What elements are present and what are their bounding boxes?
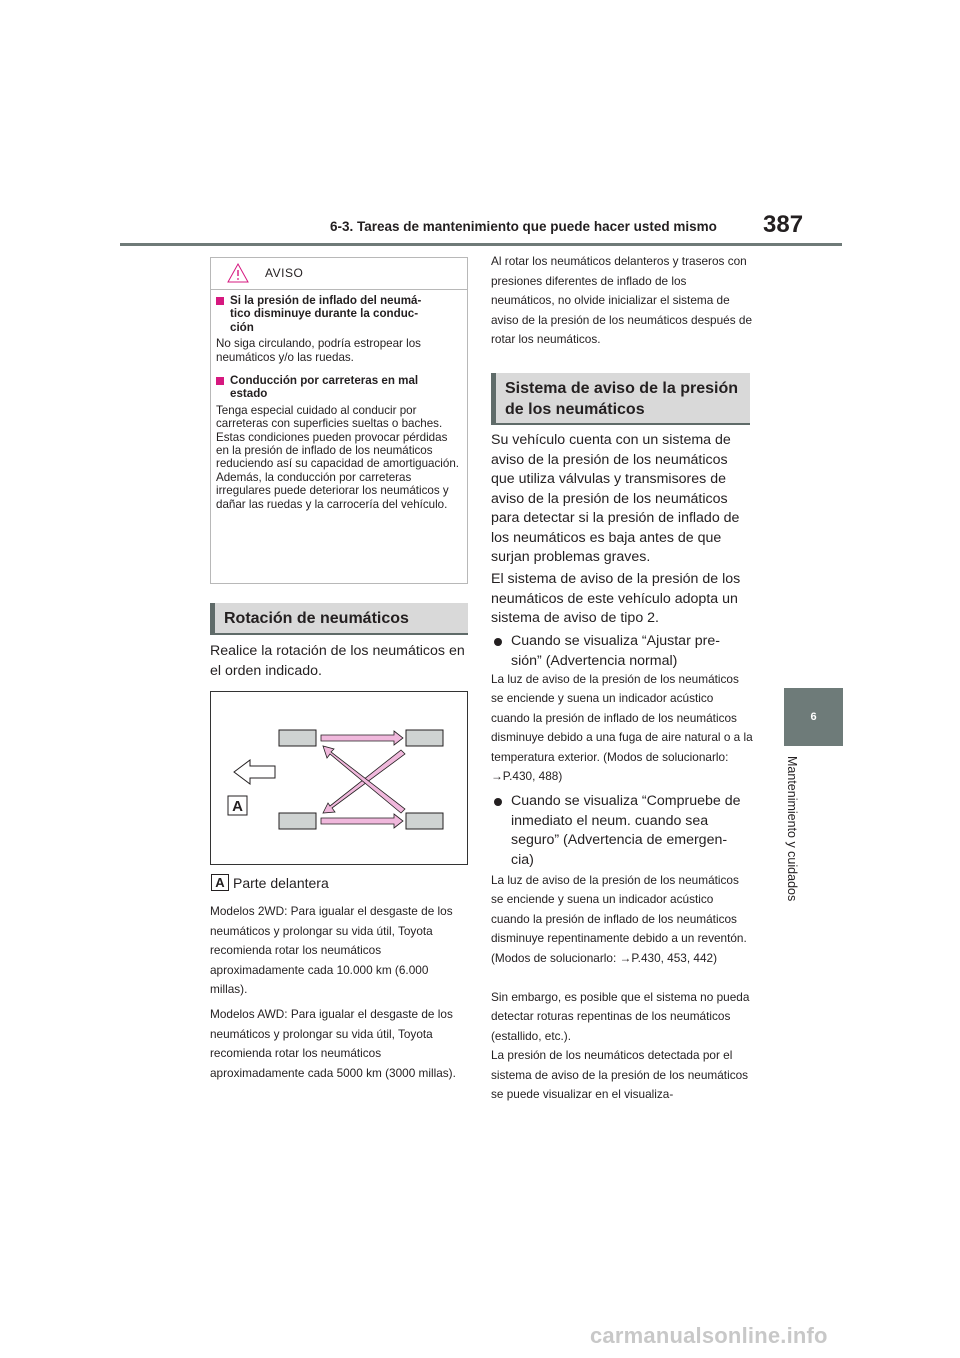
tire-rear-left	[279, 813, 316, 829]
bullet-emergency-warning: Cuando se visualiza “Compruebe de inmediato el neum. cuando sea seguro” (Advertencia de emergen- cia)	[491, 792, 753, 870]
tire-rear-right	[406, 813, 443, 829]
page-number: 387	[763, 211, 804, 238]
section-heading-tpws: Sistema de aviso de la presión de los neumáticos	[491, 373, 750, 423]
tpws-paragraph-2: El sistema de aviso de la presión de los neumáticos de este vehículo adopta un sistema de aviso de tipo 2.	[491, 571, 741, 626]
warning-body	[216, 294, 462, 511]
bullet-emergency-text: La luz de aviso de la presión de los neumáticos se enciende y suena un indicador acústico cuando la presión de inflado de los neumáticos disminuye repentinamente debido a un reventón. (Modos de solucionarlo: →P.430, 453, 442)	[491, 873, 747, 965]
note-reset: Al rotar los neumáticos delanteros y traseros con presiones diferentes de inflado de los neumáticos, no olvide inicializar el sistema de aviso de la presión de los neumáticos después de rotar los neumáticos.	[491, 254, 753, 347]
chapter-title: Mantenimiento y cuidados	[785, 756, 799, 902]
tpws-paragraph-1: Su vehículo cuenta con un sistema de aviso de la presión de los neumáticos que utiliza válvulas y transmisores de aviso de la presión de los neumáticos para detectar si la presión de inflado de los neumáticos es baja antes de que surjan problemas graves.	[491, 432, 740, 565]
section-divider	[491, 423, 750, 425]
warning-triangle-icon	[227, 262, 249, 284]
section-divider	[210, 633, 468, 635]
note-2wd: Modelos 2WD: Para igualar el desgaste de los neumáticos y prolongar su vida útil, Toyota recomienda rotar los neumáticos aproximadamente cada 10.000 km (6.000 millas).	[210, 904, 453, 997]
front-direction-arrow-icon	[234, 760, 275, 784]
warning-divider	[211, 289, 467, 290]
warning-item-text: Estas condiciones pueden provocar pérdidas en la presión de inflado de los neumáticos reduciendo así su capacidad de amortiguación. Además, la conducción por carreteras irregulares puede deteriorar los neumáticos y dañar las ruedas y la carrocería del vehículo.	[216, 430, 459, 511]
watermark: carmanualsonline.info	[590, 1323, 828, 1348]
warning-item-heading: Conducción por carreteras en mal estado	[216, 374, 462, 401]
section-title: 6-3. Tareas de mantenimiento que puede hacer usted mismo	[330, 219, 717, 234]
warning-item-text: No siga circulando, podría estropear los neumáticos y/o las ruedas.	[216, 337, 421, 364]
arrow-front-left-to-right	[321, 731, 403, 745]
bullet-normal-warning: Cuando se visualiza “Ajustar pre- sión” (Advertencia normal)	[491, 632, 753, 671]
bullet-dot-icon	[494, 798, 502, 806]
bullet-emergency-extra: Sin embargo, es posible que el sistema no pueda detectar roturas repentinas de los neumáticos (estallido, etc.).	[491, 990, 750, 1043]
caption-text: Parte delantera	[233, 874, 329, 891]
square-bullet-icon	[216, 377, 224, 385]
warning-item-heading: Si la presión de inflado del neumá- tico disminuye durante la conduc- ción	[216, 294, 462, 334]
chapter-number: 6	[810, 711, 817, 723]
bullet-normal-text: La luz de aviso de la presión de los neumáticos se enciende y suena un indicador acústico cuando la presión de inflado de los neumáticos disminuye debido a una fuga de aire natural o a la temperatura exterior. (Modos de solucionarlo: →P.430, 488)	[491, 672, 753, 784]
tire-front-left	[279, 730, 316, 746]
figure-caption	[211, 874, 329, 891]
tire-rotation-figure	[211, 692, 467, 864]
rotation-intro: Realice la rotación de los neumáticos en el orden indicado.	[210, 643, 465, 679]
warning-label: AVISO	[265, 266, 304, 280]
tpws-final-paragraph: La presión de los neumáticos detectada por el sistema de aviso de la presión de los neumáticos se puede visualizar en el visualiza-	[491, 1048, 749, 1102]
section-heading-rotation: Rotación de neumáticos	[210, 603, 468, 633]
bullet-dot-icon	[494, 638, 502, 646]
warning-header	[227, 260, 303, 286]
caption-badge: A	[211, 874, 229, 891]
warning-item-text: Tenga especial cuidado al conducir por carreteras con superficies sueltas o baches.	[216, 403, 443, 431]
note-awd: Modelos AWD: Para igualar el desgaste de los neumáticos y prolongar su vida útil, Toyota recomienda rotar los neumáticos aproximadamente cada 5000 km (3000 millas).	[210, 1007, 456, 1080]
figure-label-a: A	[232, 798, 243, 815]
arrow-rear-left-to-right	[321, 814, 403, 828]
square-bullet-icon	[216, 297, 224, 305]
header-divider	[120, 243, 842, 246]
chapter-tab	[784, 688, 843, 746]
rotation-diagram	[210, 691, 468, 865]
chapter-title-vertical	[777, 756, 813, 946]
tire-front-right	[406, 730, 443, 746]
